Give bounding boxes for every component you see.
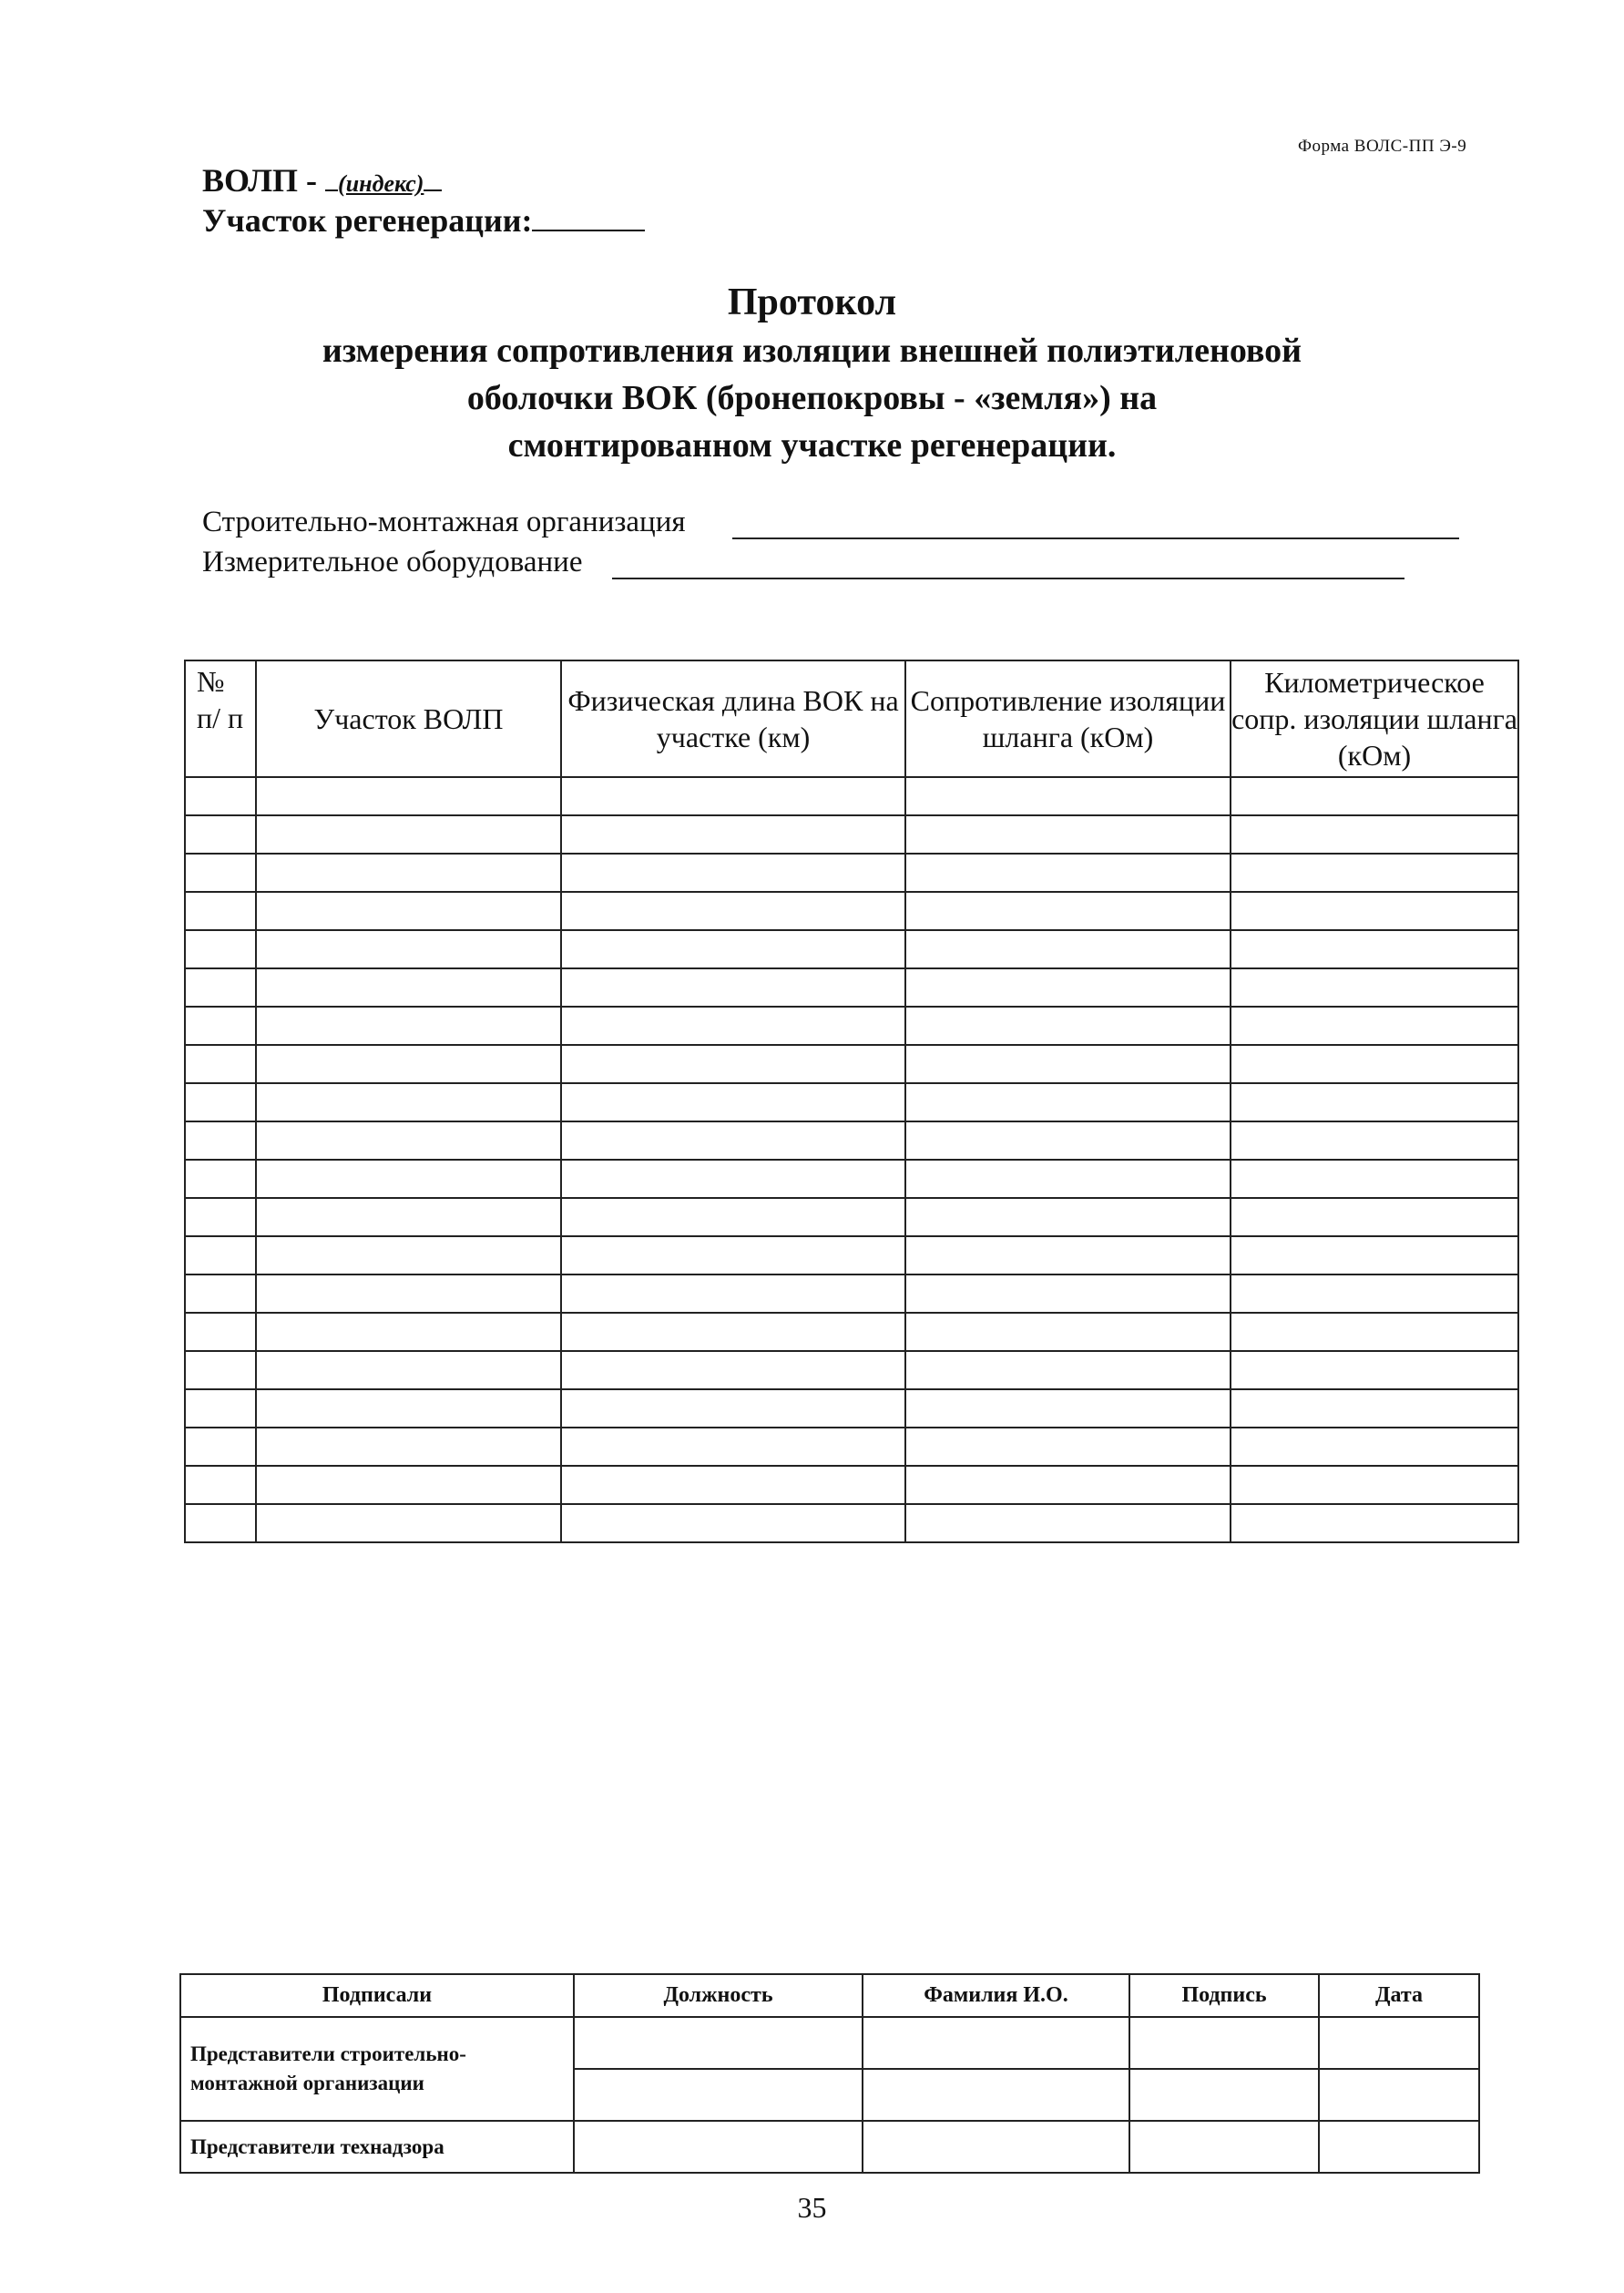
table-cell[interactable] xyxy=(561,1236,905,1274)
index-placeholder: (индекс) xyxy=(338,170,424,197)
signature-cell[interactable] xyxy=(1319,2121,1479,2173)
table-row xyxy=(185,1351,1518,1389)
equipment-field xyxy=(202,544,582,580)
table-row xyxy=(185,777,1518,815)
table-row xyxy=(185,1274,1518,1313)
header-insulation-resistance: Сопротивление изоляции шланга (кОм) xyxy=(905,660,1231,777)
organization-blank[interactable] xyxy=(732,504,1459,539)
measurement-table-body xyxy=(185,777,1518,1542)
table-cell[interactable] xyxy=(905,1198,1231,1236)
table-row xyxy=(185,892,1518,930)
table-cell[interactable] xyxy=(905,1236,1231,1274)
line-label: ВОЛП - xyxy=(202,162,326,199)
table-row xyxy=(185,1236,1518,1274)
table-cell[interactable] xyxy=(1231,1274,1518,1313)
table-cell[interactable] xyxy=(185,892,256,930)
underline-blank xyxy=(325,162,338,191)
table-cell[interactable] xyxy=(561,1313,905,1351)
table-cell[interactable] xyxy=(1231,1466,1518,1504)
table-cell[interactable] xyxy=(256,777,561,815)
table-row xyxy=(185,930,1518,968)
table-cell[interactable] xyxy=(256,1121,561,1160)
table-cell[interactable] xyxy=(256,815,561,854)
table-cell[interactable] xyxy=(256,930,561,968)
table-cell[interactable] xyxy=(185,1083,256,1121)
table-row xyxy=(185,1121,1518,1160)
table-cell[interactable] xyxy=(1231,1121,1518,1160)
document-subtitle-line-1: измерения сопротивления изоляции внешней полиэтиленовой xyxy=(322,332,1302,370)
table-cell[interactable] xyxy=(185,777,256,815)
table-cell[interactable] xyxy=(185,1160,256,1198)
section-blank[interactable] xyxy=(532,202,645,231)
table-row xyxy=(185,1389,1518,1428)
organization-label: Строительно-монтажная организация xyxy=(202,506,686,538)
table-cell[interactable] xyxy=(1231,1045,1518,1083)
table-cell[interactable] xyxy=(256,1351,561,1389)
table-cell[interactable] xyxy=(561,1198,905,1236)
document-subtitle-line-3: смонтированном участке регенерации. xyxy=(507,426,1117,465)
table-cell[interactable] xyxy=(1231,968,1518,1007)
signature-cell[interactable] xyxy=(1129,2017,1319,2069)
measurement-table xyxy=(184,660,1519,1543)
table-cell[interactable] xyxy=(561,1160,905,1198)
table-cell[interactable] xyxy=(185,1198,256,1236)
table-cell[interactable] xyxy=(561,777,905,815)
table-cell[interactable] xyxy=(256,1007,561,1045)
table-cell[interactable] xyxy=(905,968,1231,1007)
table-cell[interactable] xyxy=(185,1121,256,1160)
table-cell[interactable] xyxy=(1231,1351,1518,1389)
signature-cell[interactable] xyxy=(574,2069,863,2121)
table-cell[interactable] xyxy=(185,1236,256,1274)
table-row xyxy=(185,968,1518,1007)
table-cell[interactable] xyxy=(905,1045,1231,1083)
supervision-representatives-label: Представители технадзора xyxy=(180,2121,574,2173)
table-row xyxy=(185,1466,1518,1504)
table-cell[interactable] xyxy=(1231,815,1518,854)
equipment-label: Измерительное оборудование xyxy=(202,546,583,578)
header-signature: Подпись xyxy=(1129,1974,1319,2017)
table-cell[interactable] xyxy=(185,1466,256,1504)
table-cell[interactable] xyxy=(185,854,256,892)
table-row xyxy=(185,1504,1518,1542)
signatures-table xyxy=(179,1973,1480,2174)
table-cell[interactable] xyxy=(185,1007,256,1045)
table-cell[interactable] xyxy=(1231,777,1518,815)
table-cell[interactable] xyxy=(561,1466,905,1504)
table-cell[interactable] xyxy=(905,1274,1231,1313)
signatures-row-builders xyxy=(180,2017,1479,2069)
line-index-header xyxy=(202,162,442,202)
table-row xyxy=(185,1313,1518,1351)
underline-blank xyxy=(424,162,442,191)
table-row xyxy=(185,1045,1518,1083)
table-cell[interactable] xyxy=(185,1274,256,1313)
signature-cell[interactable] xyxy=(863,2121,1129,2173)
section-label: Участок регенерации: xyxy=(202,202,533,239)
table-cell[interactable] xyxy=(1231,930,1518,968)
table-cell[interactable] xyxy=(256,1428,561,1466)
signature-cell[interactable] xyxy=(574,2121,863,2173)
header-signed-by: Подписали xyxy=(180,1974,574,2017)
table-cell[interactable] xyxy=(905,1351,1231,1389)
table-cell[interactable] xyxy=(561,892,905,930)
header-position: Должность xyxy=(574,1974,863,2017)
table-cell[interactable] xyxy=(1231,1504,1518,1542)
table-cell[interactable] xyxy=(561,968,905,1007)
table-cell[interactable] xyxy=(185,1504,256,1542)
table-cell[interactable] xyxy=(256,854,561,892)
table-cell[interactable] xyxy=(185,968,256,1007)
table-cell[interactable] xyxy=(185,1313,256,1351)
table-row xyxy=(185,1083,1518,1121)
equipment-blank[interactable] xyxy=(612,544,1404,579)
table-cell[interactable] xyxy=(905,1007,1231,1045)
table-cell[interactable] xyxy=(1231,1198,1518,1236)
table-row xyxy=(185,815,1518,854)
table-cell[interactable] xyxy=(561,1007,905,1045)
table-cell[interactable] xyxy=(905,815,1231,854)
table-cell[interactable] xyxy=(256,1198,561,1236)
table-cell[interactable] xyxy=(905,777,1231,815)
table-cell[interactable] xyxy=(905,930,1231,968)
table-cell[interactable] xyxy=(905,1428,1231,1466)
table-cell[interactable] xyxy=(1231,1007,1518,1045)
table-cell[interactable] xyxy=(256,1313,561,1351)
table-cell[interactable] xyxy=(561,1351,905,1389)
table-cell[interactable] xyxy=(185,1351,256,1389)
table-cell[interactable] xyxy=(1231,1389,1518,1428)
table-cell[interactable] xyxy=(256,1236,561,1274)
signature-cell[interactable] xyxy=(1129,2069,1319,2121)
table-cell[interactable] xyxy=(1231,1083,1518,1121)
document-title: Протокол xyxy=(727,282,897,323)
form-code: Форма ВОЛС-ПП Э-9 xyxy=(1298,137,1467,156)
table-cell[interactable] xyxy=(256,1083,561,1121)
table-cell[interactable] xyxy=(256,1466,561,1504)
table-cell[interactable] xyxy=(256,1045,561,1083)
header-physical-length: Физическая длина ВОК на участке (км) xyxy=(561,660,905,777)
table-cell[interactable] xyxy=(561,854,905,892)
table-cell[interactable] xyxy=(561,815,905,854)
table-cell[interactable] xyxy=(905,1083,1231,1121)
signatures-row-supervision xyxy=(180,2121,1479,2173)
page-number: 35 xyxy=(797,2191,827,2224)
signature-cell[interactable] xyxy=(1319,2017,1479,2069)
table-cell[interactable] xyxy=(905,1313,1231,1351)
table-cell[interactable] xyxy=(1231,854,1518,892)
table-cell[interactable] xyxy=(256,1274,561,1313)
table-row xyxy=(185,1198,1518,1236)
table-row xyxy=(185,1428,1518,1466)
builders-representatives-label: Представители строительно-монтажной организации xyxy=(180,2017,574,2121)
signature-cell[interactable] xyxy=(863,2069,1129,2121)
table-cell[interactable] xyxy=(905,1504,1231,1542)
table-cell[interactable] xyxy=(185,1045,256,1083)
table-cell[interactable] xyxy=(905,1466,1231,1504)
table-cell[interactable] xyxy=(561,1389,905,1428)
table-cell[interactable] xyxy=(1231,1313,1518,1351)
table-cell[interactable] xyxy=(561,1504,905,1542)
table-cell[interactable] xyxy=(256,892,561,930)
table-cell[interactable] xyxy=(561,1428,905,1466)
signatures-header-row xyxy=(180,1974,1479,2017)
table-cell[interactable] xyxy=(905,1121,1231,1160)
table-cell[interactable] xyxy=(1231,892,1518,930)
table-cell[interactable] xyxy=(185,1428,256,1466)
table-cell[interactable] xyxy=(1231,1160,1518,1198)
table-cell[interactable] xyxy=(256,1389,561,1428)
table-cell[interactable] xyxy=(256,1504,561,1542)
table-cell[interactable] xyxy=(185,930,256,968)
header-line-section: Участок ВОЛП xyxy=(256,660,561,777)
signature-cell[interactable] xyxy=(574,2017,863,2069)
table-cell[interactable] xyxy=(561,1121,905,1160)
organization-field xyxy=(202,504,686,540)
header-date: Дата xyxy=(1319,1974,1479,2017)
table-cell[interactable] xyxy=(256,968,561,1007)
signature-cell[interactable] xyxy=(863,2017,1129,2069)
table-cell[interactable] xyxy=(256,1160,561,1198)
header-full-name: Фамилия И.О. xyxy=(863,1974,1129,2017)
regeneration-section-header xyxy=(202,202,645,239)
table-cell[interactable] xyxy=(905,1160,1231,1198)
signature-cell[interactable] xyxy=(1319,2069,1479,2121)
document-subtitle-line-2: оболочки ВОК (бронепокровы - «земля») на xyxy=(466,379,1158,417)
table-cell[interactable] xyxy=(561,1274,905,1313)
table-header-row xyxy=(185,660,1518,777)
table-cell[interactable] xyxy=(561,1045,905,1083)
table-cell[interactable] xyxy=(1231,1428,1518,1466)
header-kilometric-resistance: Километрическое сопр. изоляции шланга (кОм) xyxy=(1231,660,1518,777)
table-cell[interactable] xyxy=(185,815,256,854)
table-row xyxy=(185,1160,1518,1198)
table-row xyxy=(185,1007,1518,1045)
table-cell[interactable] xyxy=(905,1389,1231,1428)
table-cell[interactable] xyxy=(905,892,1231,930)
table-row xyxy=(185,854,1518,892)
table-cell[interactable] xyxy=(905,854,1231,892)
table-cell[interactable] xyxy=(185,1389,256,1428)
header-row-number: № п/ п xyxy=(185,660,256,777)
table-cell[interactable] xyxy=(1231,1236,1518,1274)
table-cell[interactable] xyxy=(561,1083,905,1121)
signature-cell[interactable] xyxy=(1129,2121,1319,2173)
table-cell[interactable] xyxy=(561,930,905,968)
